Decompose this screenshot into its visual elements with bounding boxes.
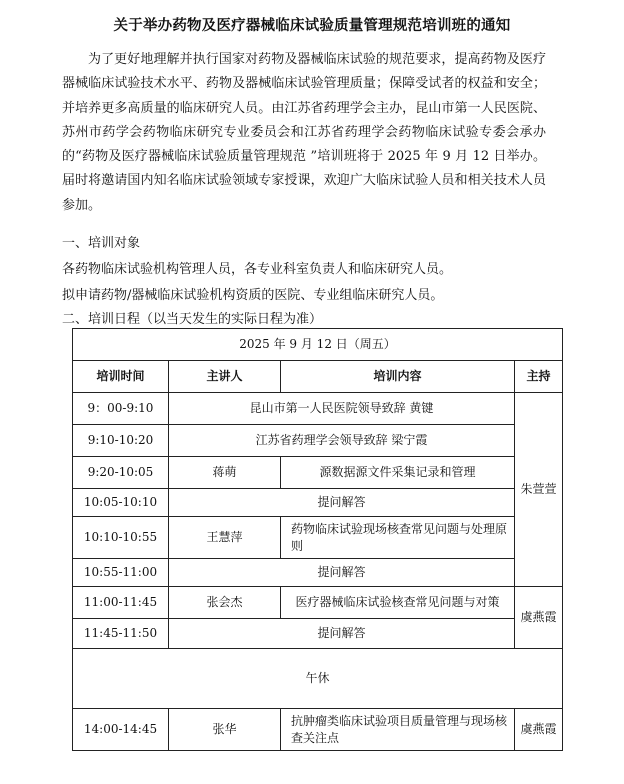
qa-cell: 提问解答 xyxy=(169,489,515,517)
audience-line-2: 拟申请药物/器械临床试验机构资质的医院、专业组临床研究人员。 xyxy=(62,288,444,303)
table-row xyxy=(73,709,563,751)
header-content: 培训内容 xyxy=(281,361,515,393)
table-row xyxy=(73,489,563,517)
table-row xyxy=(73,559,563,587)
table-row xyxy=(73,619,563,649)
table-row xyxy=(73,587,563,619)
speaker-cell: 王慧萍 xyxy=(169,517,281,559)
speaker-cell: 蒋萌 xyxy=(169,457,281,489)
time-cell: 10:10-10:55 xyxy=(73,517,169,559)
table-row xyxy=(73,329,563,361)
table-row xyxy=(73,425,563,457)
section-heading-schedule: 二、培训日程（以当天发生的实际日程为准） xyxy=(62,312,323,327)
host-cell: 虞燕霞 xyxy=(515,709,563,751)
speaker-cell: 张会杰 xyxy=(169,587,281,619)
time-cell: 9：00-9:10 xyxy=(73,393,169,425)
content-cell: 药物临床试验现场核查常见问题与处理原则 xyxy=(281,517,515,559)
audience-line-1: 各药物临床试验机构管理人员，各专业科室负责人和临床研究人员。 xyxy=(62,262,453,277)
content-cell: 源数据源文件采集记录和管理 xyxy=(281,457,515,489)
time-cell: 9:10-10:20 xyxy=(73,425,169,457)
header-host: 主持 xyxy=(515,361,563,393)
qa-cell: 提问解答 xyxy=(169,559,515,587)
speech-cell: 江苏省药理学会领导致辞 梁宁霞 xyxy=(169,425,515,457)
time-cell: 10:05-10:10 xyxy=(73,489,169,517)
schedule-table xyxy=(72,328,563,751)
time-cell: 14:00-14:45 xyxy=(73,709,169,751)
lunch-break-cell: 午休 xyxy=(73,649,563,709)
content-cell: 医疗器械临床试验核查常见问题与对策 xyxy=(281,587,515,619)
time-cell: 9:20-10:05 xyxy=(73,457,169,489)
schedule-date: 2025 年 9 月 12 日（周五） xyxy=(73,329,563,361)
table-row xyxy=(73,517,563,559)
time-cell: 11:00-11:45 xyxy=(73,587,169,619)
host-cell: 朱萱萱 xyxy=(515,393,563,587)
host-cell: 虞燕霞 xyxy=(515,587,563,649)
qa-cell: 提问解答 xyxy=(169,619,515,649)
table-row xyxy=(73,649,563,709)
time-cell: 10:55-11:00 xyxy=(73,559,169,587)
content-cell: 抗肿瘤类临床试验项目质量管理与现场核查关注点 xyxy=(281,709,515,751)
time-cell: 11:45-11:50 xyxy=(73,619,169,649)
notice-title: 关于举办药物及医疗器械临床试验质量管理规范培训班的通知 xyxy=(113,18,511,34)
section-heading-audience: 一、培训对象 xyxy=(62,236,141,251)
table-row xyxy=(73,393,563,425)
table-row xyxy=(73,457,563,489)
header-speaker: 主讲人 xyxy=(169,361,281,393)
speaker-cell: 张华 xyxy=(169,709,281,751)
header-time: 培训时间 xyxy=(73,361,169,393)
table-header-row xyxy=(73,361,563,393)
intro-paragraph: 为了更好地理解并执行国家对药物及器械临床试验的规范要求，提高药物及医疗器械临床试验技术水平、药物及器械临床试验管理质量；保障受试者的权益和安全；并培养更多高质量的临床研究人员。由江苏省药理学会主办，昆山市第一人民医院、苏州市药学会药物临床研究专业委员会和江苏省药理学会药物临床试验专委会承办的“药物及医疗器械临床试验质量管理规范 ”培训班将于 2025 年 9 月 12 日举办。届时将邀请国内知名临床试验领域专家授课，欢迎广大临床试验人员和相关技术人员参加。 xyxy=(62,52,546,213)
speech-cell: 昆山市第一人民医院领导致辞 黄键 xyxy=(169,393,515,425)
